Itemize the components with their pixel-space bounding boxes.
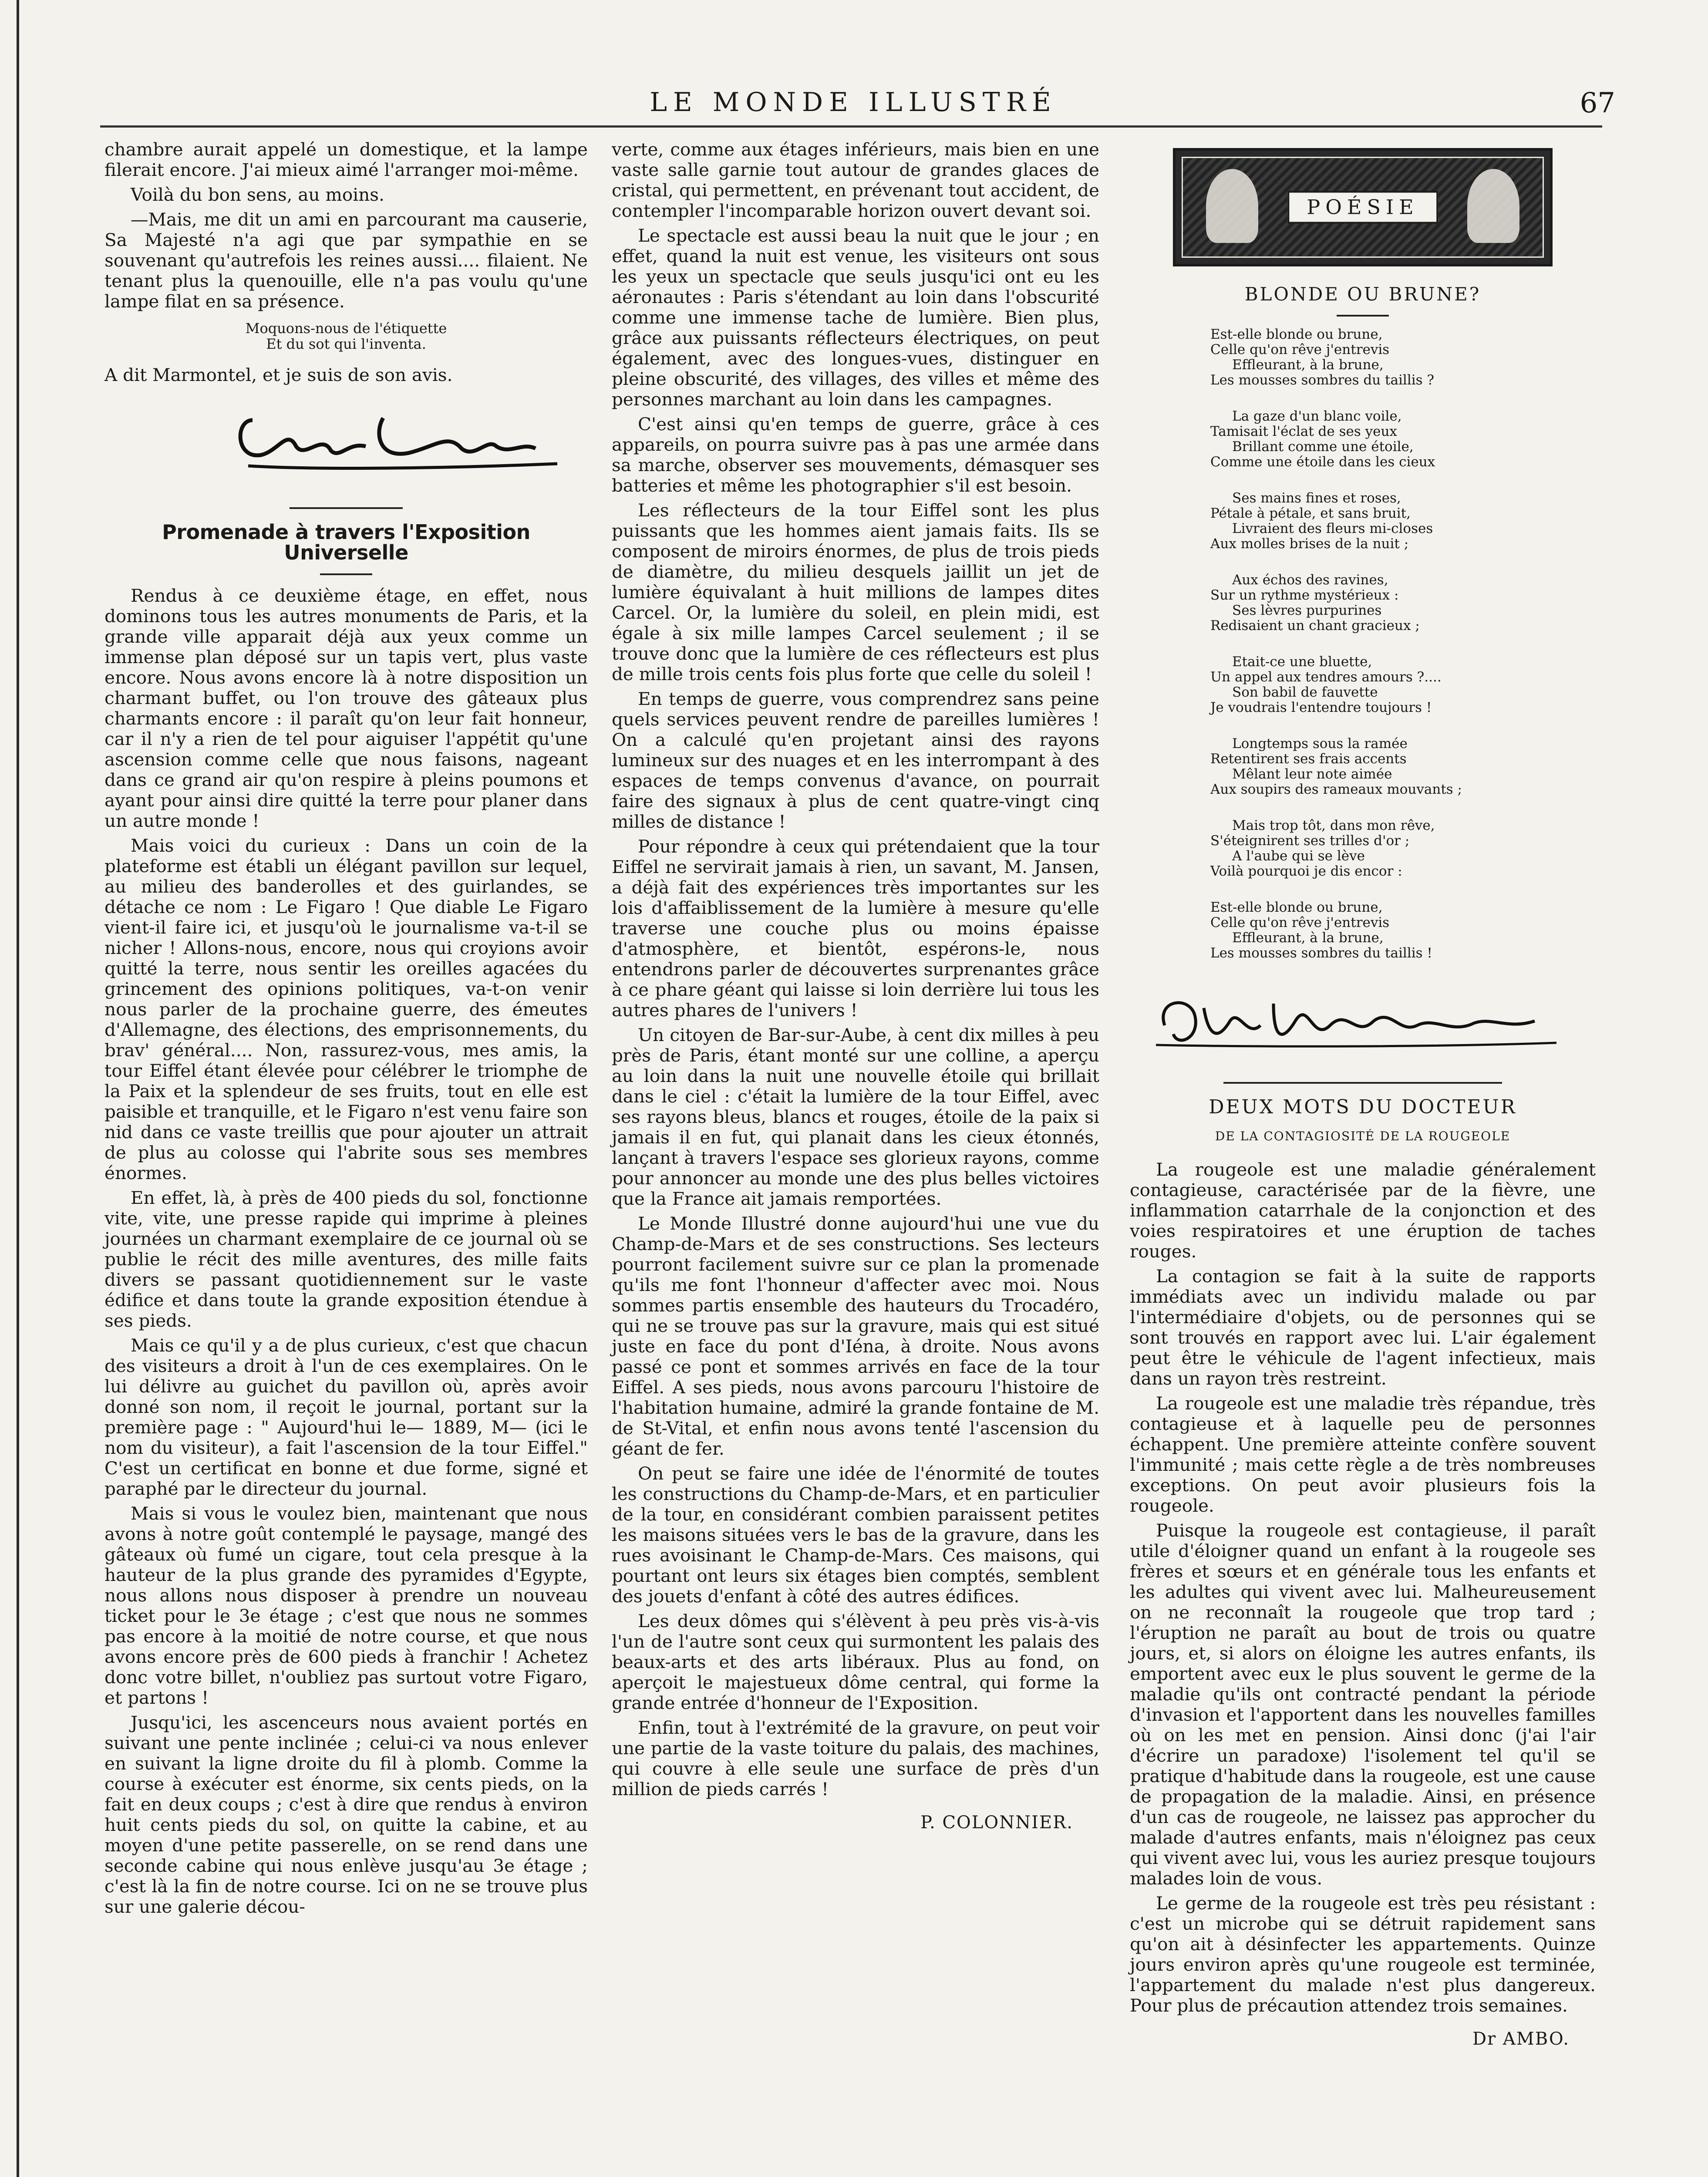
doctor-byline: Dr AMBO.: [1472, 2029, 1570, 2049]
article-title: Promenade à travers l'Exposition Universelle: [162, 520, 530, 564]
poem-line: Retentirent ses frais accents: [1210, 751, 1407, 767]
separator: [1337, 315, 1389, 317]
header-rule: [100, 125, 1602, 128]
poem-line: Mais trop tôt, dans mon rêve,: [1232, 818, 1435, 833]
verse-line: Moquons-nous de l'étiquette: [245, 320, 447, 337]
paragraph: La rougeole est une maladie généralement contagieuse, caractérisée par de la fièvre, une inflammation catarrhale de la conjonction et des voies respiratoires et une éruption de taches rouges.: [1130, 1159, 1596, 1262]
page-header: [109, 87, 1615, 119]
quoted-verse: [104, 320, 588, 352]
column-3: [1130, 139, 1596, 2049]
poem-line: Ses lèvres purpurines: [1232, 603, 1382, 618]
doctor-subtitle: DE LA CONTAGIOSITÉ DE LA ROUGEOLE: [1215, 1129, 1511, 1143]
paragraph: verte, comme aux étages inférieurs, mais bien en une vaste salle garnie tout autour de grandes glaces de cristal, qui permettent, en prévenant tout accident, de contempler l'incomparable horizon ouvert devant soi.: [612, 139, 1099, 221]
separator: [320, 573, 372, 575]
paragraph: Le spectacle est aussi beau la nuit que le jour ; en effet, quand la nuit est venue, les visiteurs ont sous les yeux un spectacle que seuls jusqu'ici ont eu les aéronautes : Paris s'étendant au loin dans l'obscurité comme une immense tache de lumière. Bien plus, grâce aux puissants réflecteurs électriques, on peut également, avec des longues-vues, distinguer en pleine obscurité, des villages, des villes et même des personnes marchant au loin dans les campagnes.: [612, 225, 1099, 410]
paragraph: Enfin, tout à l'extrémité de la gravure, on peut voir une partie de la vaste toiture du palais, des machines, qui couvre à elle seule une surface de près d'un million de pieds carrés !: [612, 1717, 1099, 1800]
page-number: 67: [1580, 87, 1615, 119]
article-byline: P. COLONNIER.: [920, 1813, 1073, 1833]
signature-image: [104, 394, 588, 481]
poem-line: Comme une étoile dans les cieux: [1210, 454, 1435, 470]
signature-ducharme: [1130, 982, 1596, 1056]
paragraph: Les réflecteurs de la tour Eiffel sont les plus puissants que les hommes aient jamais faits. Ils se composent de miroirs énormes, de plus de trois pieds de diamètre, du milieu desquels jaillit un jet de lumière équivalant à huit millions de lampes dites Carcel. Or, la lumière du soleil, en plein midi, est égale à six mille lampes Carcel seulement ; il se trouve donc que la lumière de ces réflecteurs est plus de mille trois cents fois plus forte que celle du soleil !: [612, 500, 1099, 684]
paragraph: C'est ainsi qu'en temps de guerre, grâce à ces appareils, on pourra suivre pas à pas une armée dans sa marche, observer ses mouvements, démasquer ses batteries et même les photographier s'il est besoin.: [612, 414, 1099, 496]
column-1: [104, 139, 588, 1921]
poem-line: Aux échos des ravines,: [1232, 572, 1388, 588]
poem-stanza: [1130, 818, 1596, 879]
poem-line: Les mousses sombres du taillis !: [1210, 945, 1432, 961]
paragraph: Un citoyen de Bar-sur-Aube, à cent dix milles à peu près de Paris, étant monté sur une colline, a aperçu au loin dans la nuit une nouvelle étoile qui brillait dans le ciel : c'était la lumière de la tour Eiffel, avec ses rayons bleus, blancs et rouges, étoile de la paix si jamais il en fut, qui planait dans les cieux étonnés, lançant à travers l'espace ses glorieux rayons, comme pour annoncer au monde une des plus belles victoires que la France ait jamais remportées.: [612, 1024, 1099, 1209]
paragraph: —Mais, me dit un ami en parcourant ma causerie, Sa Majesté n'a agi que par sympathie en se souvenant qu'autrefois les reines aussi.... filaient. Ne tenant plus la quenouille, elle n'a pas voulu qu'une lampe filat en sa présence.: [104, 209, 588, 312]
paragraph: Pour répondre à ceux qui prétendaient que la tour Eiffel ne servirait jamais à rien, un savant, M. Jansen, a déjà fait des expériences très importantes sur les lois d'affaiblissement de la lumière à mesure qu'elle traverse une couche plus ou moins épaisse d'atmosphère, et bientôt, espérons-le, nous entendrons parler de découvertes surprenantes grâce à ce phare géant qui laisse si loin derrière lui tous les autres phares de l'univers !: [612, 836, 1099, 1021]
paragraph: Puisque la rougeole est contagieuse, il paraît utile d'éloigner quand un enfant à la rougeole ses frères et sœurs et en générale tous les enfants et les adultes qui vivent avec lui. Malheureusement on ne reconnaît la rougeole que trop tard ; l'éruption ne paraît au bout de trois ou quatre jours, et, si alors on éloigne les autres enfants, ils emportent avec eux le plus souvent le germe de la maladie qu'ils ont contracté pendant la période d'invasion et l'apportent dans les nouvelles familles où on les met en pension. Ainsi donc (j'ai l'air d'écrire un paradoxe) l'isolement tel qu'il se pratique d'habitude dans la rougeole, est une cause de propagation de la maladie. Ainsi, en présence d'un cas de rougeole, ne laissez pas approcher du malade d'autres enfants, mais n'éloignez pas ceux qui vivent avec lui, vous les auriez presque toujours malades loin de vous.: [1130, 1520, 1596, 1889]
poem-stanza: [1130, 900, 1596, 961]
signature-image: [1130, 982, 1596, 1056]
seated-figure-icon: [1206, 169, 1258, 243]
poem-line: Aux molles brises de la nuit ;: [1210, 536, 1409, 552]
poem-line: Un appel aux tendres amours ?....: [1210, 669, 1442, 685]
poem-line: Voilà pourquoi je dis encor :: [1210, 863, 1402, 879]
poem-stanza: [1130, 409, 1596, 470]
poem-line: Celle qu'on rêve j'entrevis: [1210, 342, 1390, 357]
poem-line: Mêlant leur note aimée: [1232, 766, 1392, 782]
paragraph: Le Monde Illustré donne aujourd'hui une vue du Champ-de-Mars et de ses constructions. Ses lecteurs pourront facilement suivre sur ce plan la promenade qu'ils me font l'honneur d'affecter avec moi. Nous sommes partis ensemble des hauteurs du Trocadéro, qui ne se trouve pas sur la gravure, mais qui est situé juste en face du pont d'Iéna, à droite. Nous avons passé ce pont et sommes arrivés en face de la tour Eiffel. A ses pieds, nous avons parcouru l'histoire de l'habitation humaine, admiré la grande fontaine de M. de St-Vital, et enfin nous avons tenté l'ascension du géant de fer.: [612, 1213, 1099, 1459]
poem-line: Etait-ce une bluette,: [1232, 654, 1372, 670]
page-edge-rule: [17, 0, 19, 2177]
paragraph: La contagion se fait à la suite de rapports immédiats avec un individu malade ou par l'intermédiaire d'objets, ou de personnes qui se sont trouvés en rapport avec lui. L'air également peut être le véhicule de l'agent infectieux, mais dans un rayon très restreint.: [1130, 1266, 1596, 1389]
separator: [290, 507, 403, 509]
poem-line: Brillant comme une étoile,: [1232, 439, 1414, 455]
poem-line: Ses mains fines et roses,: [1232, 490, 1401, 506]
poem-line: Celle qu'on rêve j'entrevis: [1210, 915, 1390, 930]
seated-figure-icon: [1467, 169, 1519, 243]
paragraph: La rougeole est une maladie très répandue, très contagieuse et à laquelle peu de personnes échappent. Une première atteinte confère souvent l'immunité ; mais cette règle a de très nombreuses exceptions. On peut avoir plusieurs fois la rougeole.: [1130, 1393, 1596, 1516]
poem-line: La gaze d'un blanc voile,: [1232, 408, 1402, 424]
poem-line: A l'aube qui se lève: [1232, 848, 1365, 864]
poem-line: Je voudrais l'entendre toujours !: [1210, 700, 1432, 715]
paragraph: A dit Marmontel, et je suis de son avis.: [104, 364, 453, 385]
paragraph: Le germe de la rougeole est très peu résistant : c'est un microbe qui se détruit rapidement sans qu'on ait à désinfecter les appartements. Quinze jours environ après qu'une rougeole est terminée, l'appartement du malade n'est plus dangereux. Pour plus de précaution attendez trois semaines.: [1130, 1893, 1596, 2016]
banner-label: POÉSIE: [1287, 191, 1438, 224]
poem-line: Effleurant, à la brune,: [1232, 930, 1384, 946]
poem-line: Est-elle blonde ou brune,: [1210, 900, 1383, 915]
signature-leon-lidier: [104, 394, 588, 481]
doctor-title: DEUX MOTS DU DOCTEUR: [1209, 1096, 1517, 1118]
poem-line: Effleurant, à la brune,: [1232, 357, 1384, 373]
paragraph: Jusqu'ici, les ascenceurs nous avaient portés en suivant une pente inclinée ; celui-ci va nous enlever en suivant la ligne droite du fil à plomb. Comme la course à exécuter est énorme, six cents pieds, on la fait en deux coups ; c'est à dire que rendus à environ huit cents pieds du sol, on quitte la cabine, et au moyen d'une petite passerelle, on se rend dans une seconde cabine qui nous enlève jusqu'au 3e étage ; c'est là la fin de notre course. Ici on ne se trouve plus sur une galerie décou-: [104, 1712, 588, 1917]
verse-line: Et du sot qui l'inventa.: [266, 336, 426, 352]
paragraph: Les deux dômes qui s'élèvent à peu près vis-à-vis l'un de l'autre sont ceux qui surmontent les palais des beaux-arts et des arts libéraux. Plus au fond, on aperçoit le majestueux dôme central, qui forme la grande entrée d'honneur de l'Exposition.: [612, 1611, 1099, 1713]
poem-line: Aux soupirs des rameaux mouvants ;: [1210, 782, 1462, 797]
poem-line: Est-elle blonde ou brune,: [1210, 327, 1383, 342]
poem-stanza: [1130, 573, 1596, 634]
journal-title: LE MONDE ILLUSTRÉ: [650, 87, 1057, 118]
poem-line: Son babil de fauvette: [1232, 684, 1378, 700]
paragraph: Rendus à ce deuxième étage, en effet, nous dominons tous les autres monuments de Paris, et la grande ville apparait déjà aux yeux comme un immense plan déposé sur un tapis vert, plus vaste encore. Nous avons encore là à notre disposition un charmant buffet, ou l'on trouve des gâteaux plus charmants encore : il paraît qu'on leur fait honneur, car il n'y a rien de tel pour aiguiser l'appétit qu'une ascension comme celle que nous faisons, nageant dans ce grand air qu'on respire à pleins poumons et ayant pour ainsi dire quitté la terre pour planer dans un autre monde !: [104, 585, 588, 831]
poem-line: Livraient des fleurs mi-closes: [1232, 521, 1433, 536]
poem-line: Longtemps sous la ramée: [1232, 736, 1408, 752]
paragraph: Mais voici du curieux : Dans un coin de la plateforme est établi un élégant pavillon sur lequel, au milieu des banderolles et des guirlandes, se détache ce nom : Le Figaro ! Que diable Le Figaro vient-il faire ici, et jusqu'où le journalisme va-t-il se nicher ! Allons-nous, encore, nous qui croyions avoir quitté la terre, nous sentir les oreilles agacées du grincement des opinions politiques, va-t-on venir nous parler de la prochaine guerre, des émeutes d'Allemagne, des élections, des emprisonnements, du brav' général.... Non, rassurez-vous, mes amis, la tour Eiffel étant élevée pour célébrer le triomphe de la Paix et la splendeur de ses fruits, tout en elle est paisible et tranquille, et le Figaro n'est venu faire son nid dans ce vaste treillis que pour ajouter un attrait de plus au colosse qui l'abrite sous ses membres énormes.: [104, 835, 588, 1183]
paragraph: chambre aurait appelé un domestique, et la lampe filerait encore. J'ai mieux aimé l'arranger moi-même.: [104, 139, 588, 180]
paragraph: En effet, là, à près de 400 pieds du sol, fonctionne vite, vite, une presse rapide qui imprime à pleines journées un charmant exemplaire de ce journal où se publie le récit des mille aventures, des mille faits divers se passant quotidiennement sur le vaste édifice et dans toute la grande exposition étendue à ses pieds.: [104, 1187, 588, 1331]
poem-title: BLONDE OU BRUNE?: [1244, 283, 1481, 305]
poem-line: Redisaient un chant gracieux ;: [1210, 618, 1420, 634]
paragraph: En temps de guerre, vous comprendrez sans peine quels services peuvent rendre de pareilles lumières ! On a calculé qu'en projetant ainsi des rayons lumineux sur des nuages et en les interrompant à des espaces de temps convenus d'avance, on pourrait faire des signaux à plus de cent quatre-vingt cinq milles de distance !: [612, 688, 1099, 832]
poem-line: Sur un rythme mystérieux :: [1210, 587, 1399, 603]
poem-stanza: [1130, 491, 1596, 552]
paragraph: Mais ce qu'il y a de plus curieux, c'est que chacun des visiteurs a droit à l'un de ces exemplaires. On le lui délivre au guichet du pavillon où, après avoir donné son nom, il reçoit le journal, portant sur la première page : " Aujourd'hui le— 1889, M— (ici le nom du visiteur), a fait l'ascension de la tour Eiffel." C'est un certificat en bonne et due forme, signé et paraphé par le directeur du journal.: [104, 1335, 588, 1499]
poem-stanza: [1130, 654, 1596, 715]
paragraph: On peut se faire une idée de l'énormité de toutes les constructions du Champ-de-Mars, et en particulier de la tour, en considérant combien paraissent petites les maisons situées vers le bas de la gravure, dans les rues avoisinant le Champ-de-Mars. Ces maisons, qui pourtant ont leurs six étages bien comptés, semblent des jouets d'enfant à côté des autres édifices.: [612, 1463, 1099, 1607]
poem-line: S'éteignirent ses trilles d'or ;: [1210, 833, 1410, 849]
poem-line: Tamisait l'éclat de ses yeux: [1210, 424, 1397, 439]
paragraph: Voilà du bon sens, au moins.: [131, 184, 384, 205]
poem-line: Les mousses sombres du taillis ?: [1210, 372, 1435, 388]
poesie-banner: [1173, 148, 1553, 266]
separator: [1223, 1082, 1502, 1084]
paragraph: Mais si vous le voulez bien, maintenant que nous avons à notre goût contemplé le paysage, mangé des gâteaux où fumé un cigare, tout cela presque à la hauteur de la plus grande des pyramides d'Egypte, nous allons nous disposer à prendre un nouveau ticket pour le 3e étage ; c'est que nous ne sommes pas encore à la moitié de notre course, et que nous avons encore près de 600 pieds à franchir ! Achetez donc votre billet, n'oubliez pas surtout votre Figaro, et partons !: [104, 1503, 588, 1708]
column-2: [612, 139, 1099, 1833]
poem-line: Pétale à pétale, et sans bruit,: [1210, 505, 1411, 521]
poem-stanza: [1130, 736, 1596, 797]
poem-stanza: [1130, 327, 1596, 388]
